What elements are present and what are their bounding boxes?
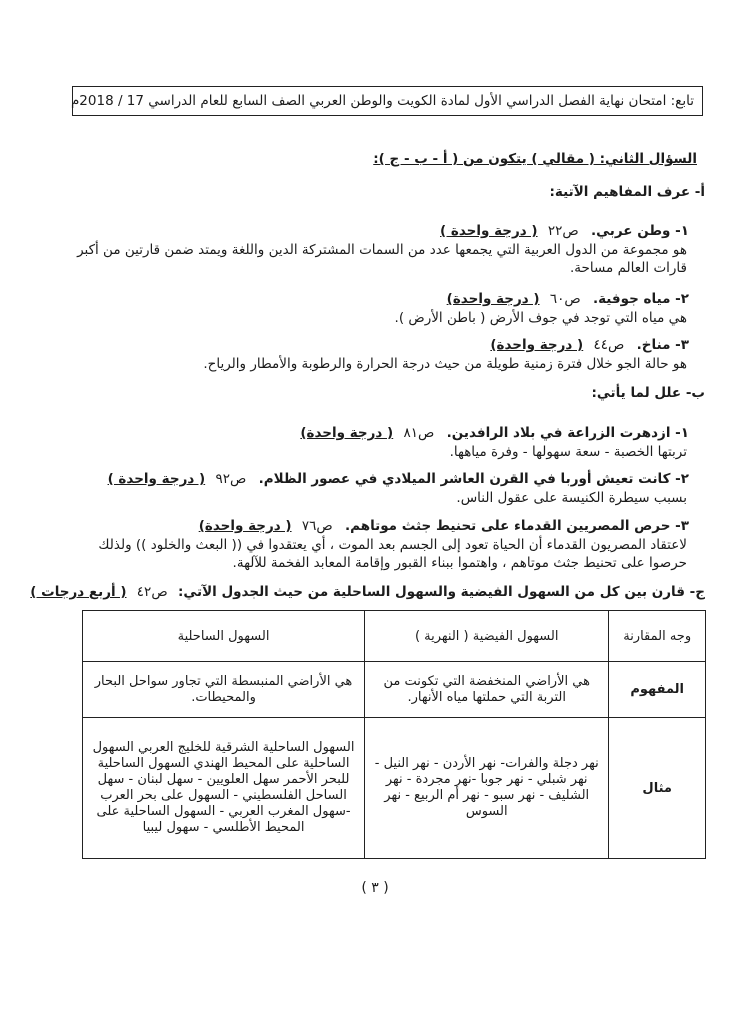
b-item-2-page: ص٩٢	[215, 471, 247, 487]
a-item-1-line	[440, 222, 689, 240]
coastal-definition: هي الأراضي المنبسطة التي تجاور سواحل البحار والمحيطات.	[83, 662, 365, 718]
a-item-2-line	[447, 290, 689, 308]
page-number: ( ٣ )	[361, 880, 389, 896]
row-label: المفهوم	[609, 662, 706, 718]
row-label: مثال	[609, 718, 706, 859]
section-c-line	[30, 583, 705, 601]
b-item-3-answer-2: حرصوا على تحنيط جثث موتاهم ، واهتموا ببناء القبور وإقامة المعابد الفخمة للآلهة.	[232, 555, 687, 571]
b-item-1-line	[300, 424, 689, 442]
a-item-1-mark: ( درجة واحدة )	[440, 223, 538, 239]
a-item-1-answer-2: قارات العالم مساحة.	[570, 260, 687, 276]
b-item-2-answer-1: بسبب سيطرة الكنيسة على عقول الناس.	[456, 490, 687, 506]
section-c-page: ص٤٢	[136, 584, 168, 600]
section-c-mark: ( أربع درجات )	[30, 584, 127, 600]
section-b-title: ب- علل لما يأتي:	[591, 385, 705, 401]
section-c-title: ج- قارن بين كل من السهول الفيضية والسهول الساحلية من حيث الجدول الآتي:	[177, 584, 705, 600]
b-item-2-line	[108, 470, 689, 488]
a-item-2-answer-1: هي مياه التي توجد في جوف الأرض ( باطن الأرض ).	[394, 310, 687, 326]
a-item-1-page: ص٢٢	[547, 223, 579, 239]
a-item-3-head: ٣- مناخ.	[636, 337, 689, 353]
coastal-examples: السهول الساحلية الشرقية للخليج العربي السهول الساحلية على المحيط الهندي السهول الساحلية للبحر الأحمر سهل العلويين - سهل لبنان - سهل الساحل الفلسطيني - السهول على بحر العرب -سهول المغرب العربي - السهول الساحلية على المحيط الأطلسي - سهول ليبيا	[83, 718, 365, 859]
table-row	[83, 662, 706, 718]
table-header-row	[83, 611, 706, 662]
b-item-1-mark: ( درجة واحدة)	[300, 425, 394, 441]
b-item-3-line	[199, 517, 689, 535]
a-item-3-answer-1: هو حالة الجو خلال فترة زمنية طويلة من حيث درجة الحرارة والرطوبة والأمطار والرياح.	[203, 356, 687, 372]
a-item-2-head: ٢- مياه جوفية.	[592, 291, 689, 307]
floodplain-examples: نهر دجلة والفرات- نهر الأردن - نهر النيل - نهر شبلي - نهر جوبا -نهر مجردة - نهر الشليف - نهر سبو - نهر أم الربيع - نهر السوس	[365, 718, 609, 859]
b-item-3-answer-1: لاعتقاد المصريون القدماء أن الحياة تعود إلى الجسم بعد الموت ، أي يعتقدوا في (( البعث والخلود )) ولذلك	[98, 537, 687, 553]
b-item-2-mark: ( درجة واحدة )	[107, 471, 206, 487]
table-header: السهول الساحلية	[83, 611, 365, 662]
a-item-3-page: ص٤٤	[593, 337, 625, 353]
b-item-3-mark: ( درجة واحدة)	[198, 518, 292, 534]
section-a-title: أ- عرف المفاهيم الآتية:	[549, 184, 705, 200]
b-item-3-head: ٣- حرص المصريين القدماء على تحنيط جثث موتاهم.	[345, 518, 689, 534]
b-item-1-page: ص٨١	[403, 425, 435, 441]
a-item-3-line	[490, 336, 689, 354]
b-item-2-head: ٢- كانت تعيش أوربا في القرن العاشر الميلادي في عصور الظلام.	[258, 471, 689, 487]
question-2-title: السؤال الثاني: ( مقالي ) يتكون من ( أ - ب - ج ):	[373, 151, 697, 167]
a-item-2-mark: ( درجة واحدة)	[446, 291, 540, 307]
b-item-1-head: ١- ازدهرت الزراعة في بلاد الرافدين.	[446, 425, 689, 441]
a-item-1-head: ١- وطن عربي.	[591, 223, 689, 239]
b-item-3-page: ص٧٦	[301, 518, 333, 534]
comparison-table	[82, 610, 706, 859]
a-item-3-mark: ( درجة واحدة)	[490, 337, 584, 353]
b-item-1-answer-1: تربتها الخصبة - سعة سهولها - وفرة مياهها.	[449, 444, 687, 460]
table-row	[83, 718, 706, 859]
table-header: السهول الفيضية ( النهرية )	[365, 611, 609, 662]
a-item-2-page: ص٦٠	[549, 291, 581, 307]
exam-header: تابع: امتحان نهاية الفصل الدراسي الأول لمادة الكويت والوطن العربي الصف السابع للعام الدراسي 17 / 2018م	[72, 86, 703, 116]
a-item-1-answer-1: هو مجموعة من الدول العربية التي يجمعها عدد من السمات المشتركة الدين واللغة ويمتد ضمن قارتين من أكبر	[77, 242, 687, 258]
floodplain-definition: هي الأراضي المنخفضة التي تكونت من التربة التي حملتها مياه الأنهار.	[365, 662, 609, 718]
table-header: وجه المقارنة	[609, 611, 706, 662]
